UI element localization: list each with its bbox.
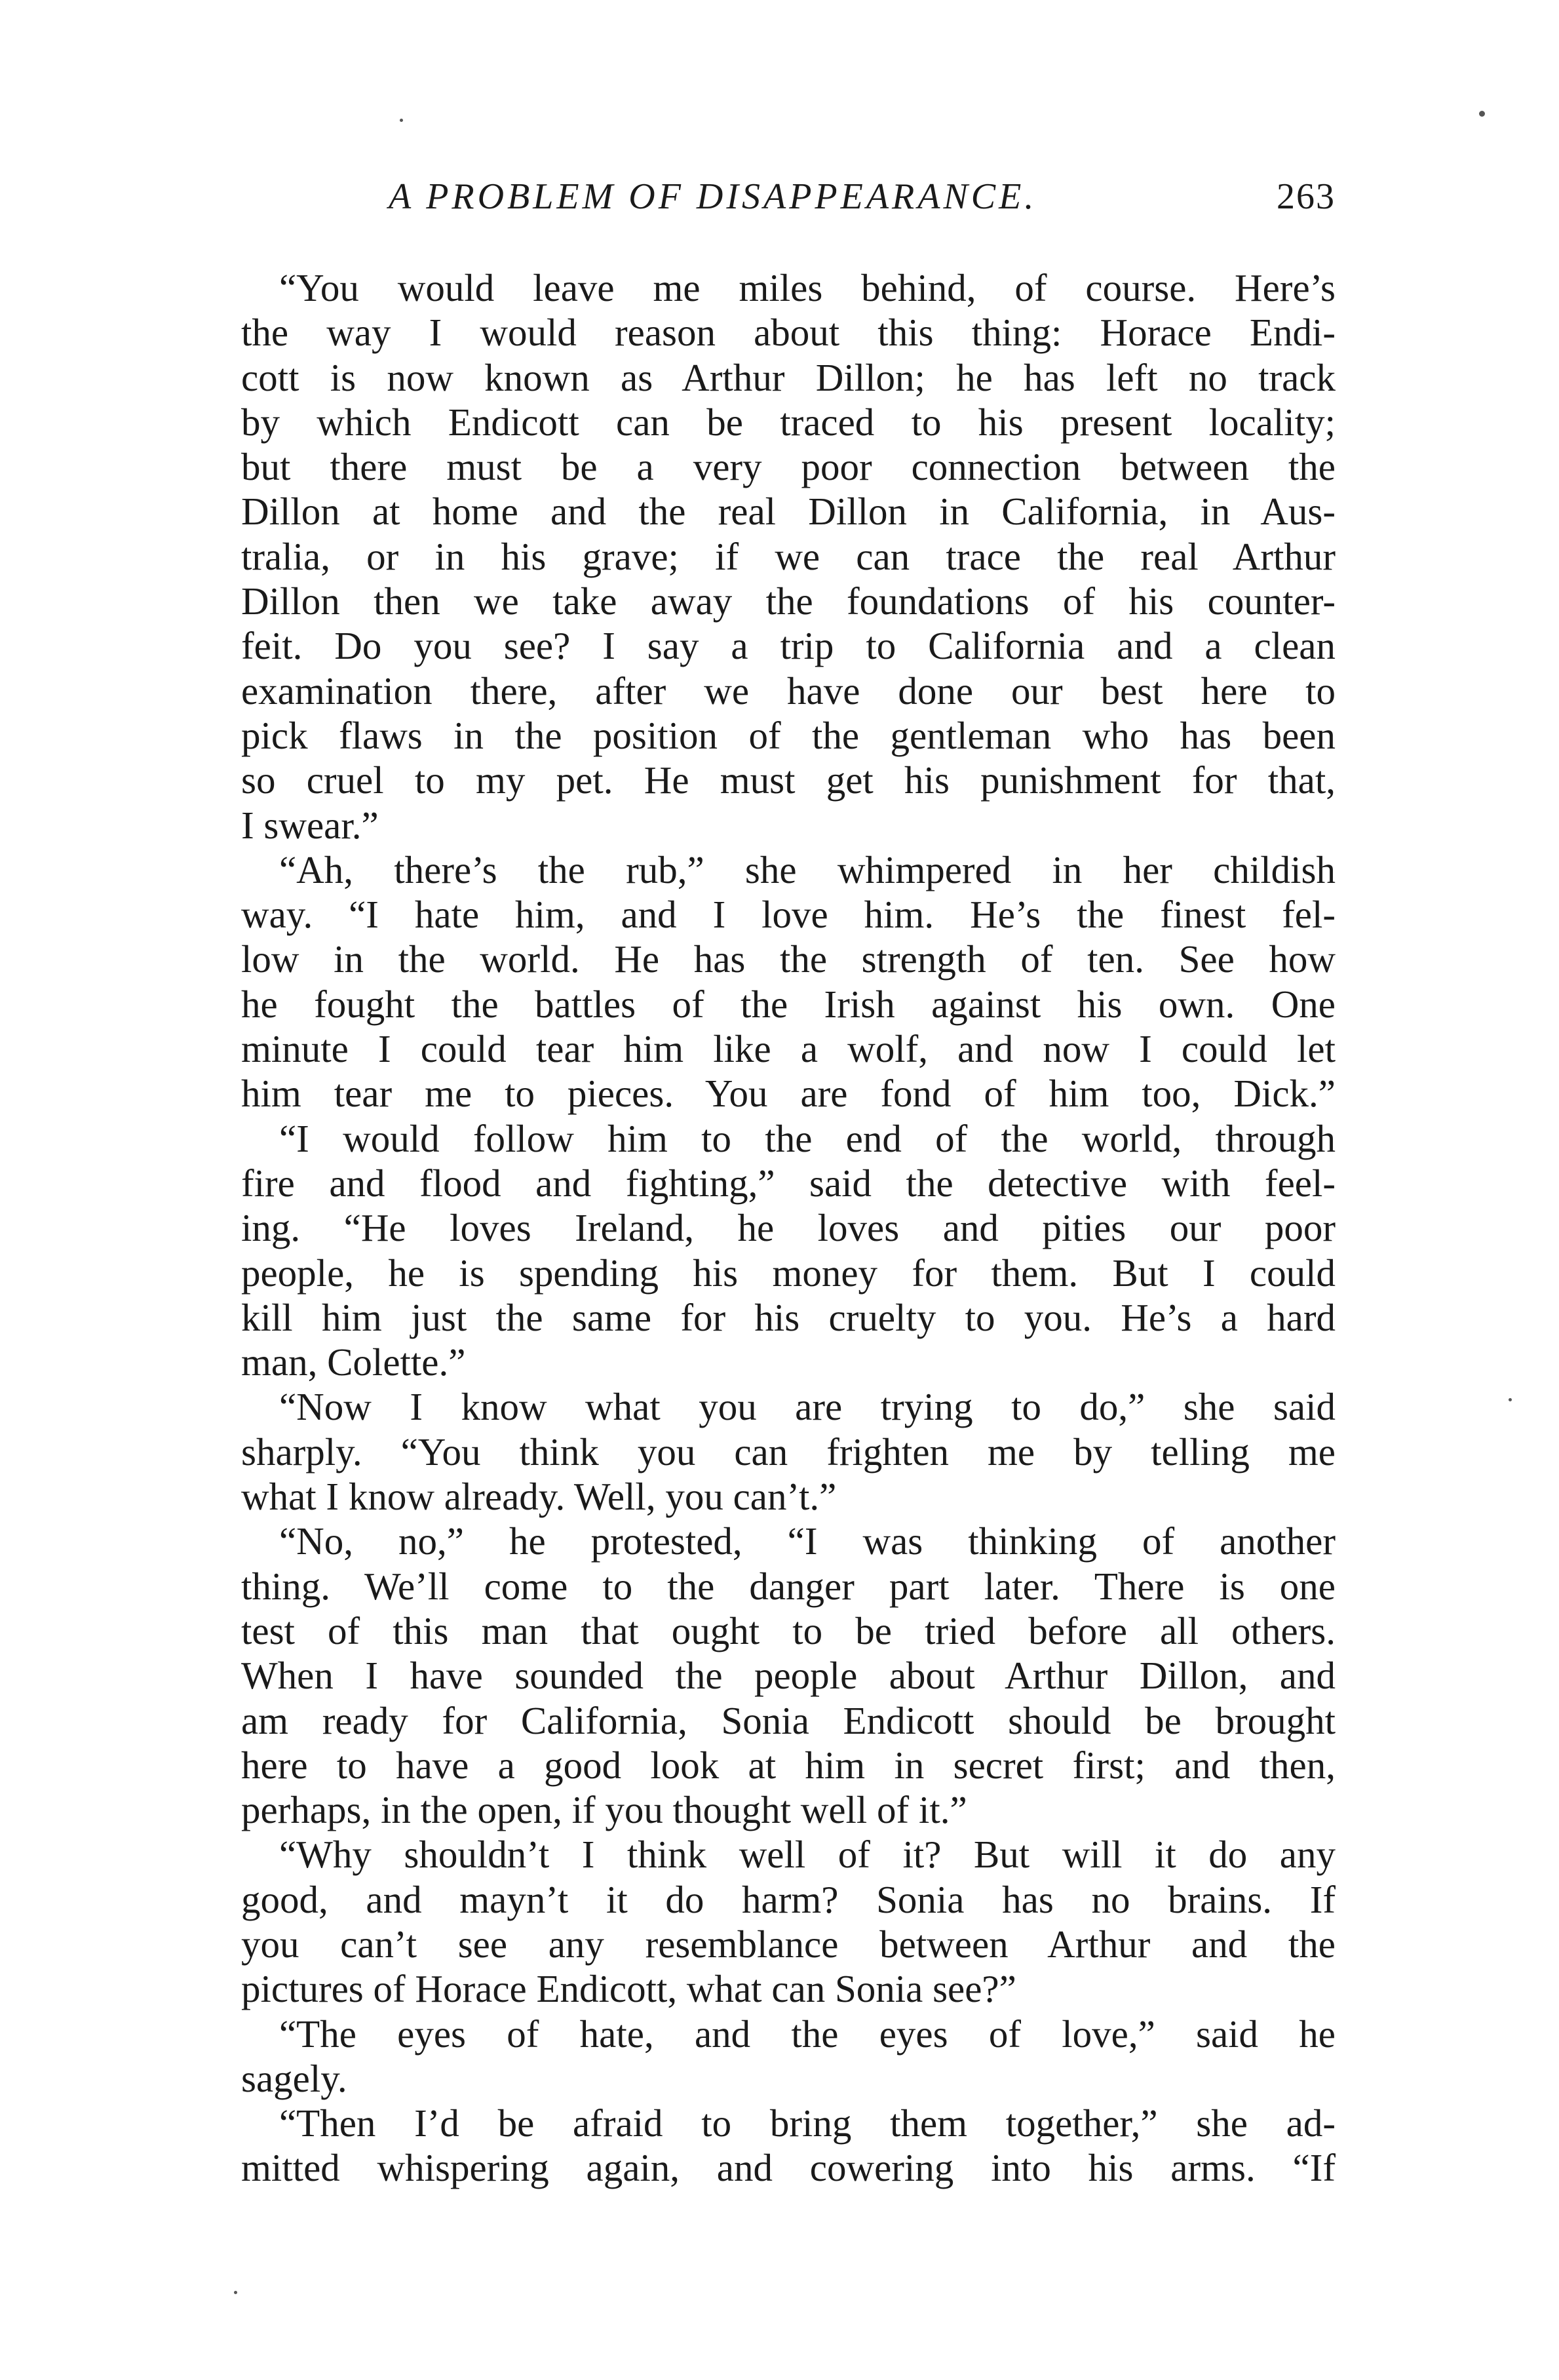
text-line: you can’t see any resemblance between Arthur and the	[241, 1922, 1336, 1966]
text-line: sagely.	[241, 2056, 347, 2100]
text-line: ing. “He loves Ireland, he loves and pities our poor	[241, 1206, 1336, 1250]
text-line: tralia, or in his grave; if we can trace the real Arthur	[241, 534, 1336, 578]
page-number: 263	[1277, 176, 1336, 217]
text-line: “No, no,” he protested, “I was thinking of another	[279, 1519, 1336, 1563]
running-title: A PROBLEM OF DISAPPEARANCE.	[389, 176, 1037, 217]
text-line: by which Endicott can be traced to his present locality;	[241, 400, 1336, 444]
text-line: man, Colette.”	[241, 1340, 466, 1384]
text-line: here to have a good look at him in secret first; and then,	[241, 1743, 1336, 1787]
text-line: mitted whispering again, and cowering into his arms. “If	[241, 2146, 1336, 2190]
text-line: sharply. “You think you can frighten me by telling me	[241, 1430, 1336, 1473]
text-line: “Now I know what you are trying to do,” she said	[279, 1385, 1336, 1429]
text-line: pick flaws in the position of the gentleman who has been	[241, 713, 1336, 757]
text-line: so cruel to my pet. He must get his punishment for that,	[241, 758, 1336, 802]
text-line: what I know already. Well, you can’t.”	[241, 1475, 837, 1519]
text-line: feit. Do you see? I say a trip to California and a clean	[241, 624, 1336, 668]
text-line: test of this man that ought to be tried before all others.	[241, 1609, 1336, 1652]
text-line: way. “I hate him, and I love him. He’s the finest fel-	[241, 893, 1336, 937]
text-line: “You would leave me miles behind, of course. Here’s	[279, 266, 1336, 309]
text-line: him tear me to pieces. You are fond of him too, Dick.”	[241, 1072, 1336, 1116]
ink-speck	[234, 2291, 237, 2294]
text-line: fire and flood and fighting,” said the detective with feel-	[241, 1161, 1336, 1205]
text-line: the way I would reason about this thing: Horace Endi-	[241, 311, 1336, 355]
body-text	[241, 265, 1336, 2191]
text-line: he fought the battles of the Irish against his own. One	[241, 982, 1336, 1026]
text-line: am ready for California, Sonia Endicott should be brought	[241, 1698, 1336, 1742]
text-line: Dillon at home and the real Dillon in California, in Aus-	[241, 490, 1336, 534]
text-line: “I would follow him to the end of the world, through	[279, 1116, 1336, 1160]
text-line: pictures of Horace Endicott, what can Sonia see?”	[241, 1967, 1016, 2011]
ink-speck	[400, 119, 403, 122]
text-line: “Why shouldn’t I think well of it? But will it do any	[279, 1833, 1336, 1877]
text-line: kill him just the same for his cruelty to you. He’s a hard	[241, 1295, 1336, 1339]
text-line: Dillon then we take away the foundations of his counter-	[241, 579, 1336, 623]
text-line: people, he is spending his money for them. But I could	[241, 1251, 1336, 1295]
text-line: but there must be a very poor connection between the	[241, 445, 1336, 489]
text-line: cott is now known as Arthur Dillon; he has left no track	[241, 355, 1336, 399]
running-head	[389, 176, 1336, 235]
text-line: examination there, after we have done our best here to	[241, 669, 1336, 712]
text-line: thing. We’ll come to the danger part later. There is one	[241, 1564, 1336, 1608]
text-line: I swear.”	[241, 803, 379, 847]
ink-speck	[1509, 1398, 1512, 1401]
text-line: “Ah, there’s the rub,” she whimpered in her childish	[279, 848, 1336, 891]
text-line: low in the world. He has the strength of ten. See how	[241, 937, 1336, 981]
text-line: good, and mayn’t it do harm? Sonia has no brains. If	[241, 1877, 1336, 1921]
text-line: “Then I’d be afraid to bring them together,” she ad-	[279, 2101, 1336, 2145]
ink-speck	[1479, 111, 1485, 117]
text-line: perhaps, in the open, if you thought well of it.”	[241, 1788, 967, 1832]
text-line: “The eyes of hate, and the eyes of love,” said he	[279, 2012, 1336, 2056]
text-line: When I have sounded the people about Arthur Dillon, and	[241, 1654, 1336, 1698]
text-line: minute I could tear him like a wolf, and now I could let	[241, 1027, 1336, 1071]
